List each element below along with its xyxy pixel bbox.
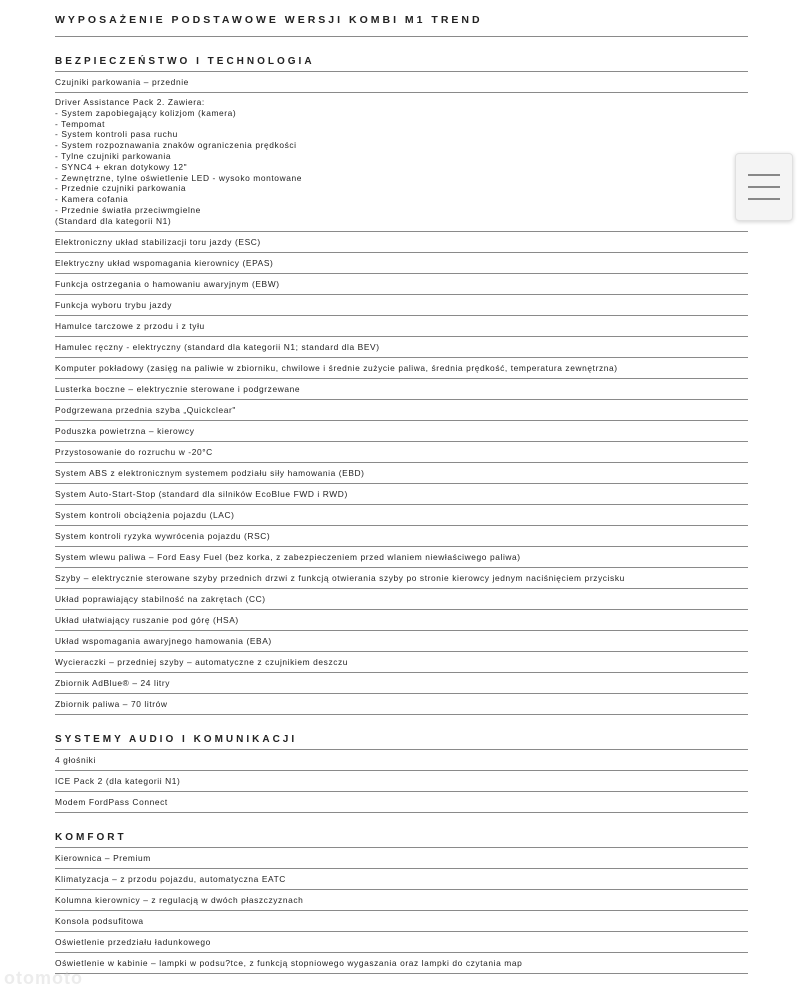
list-item: Zbiornik paliwa – 70 litrów — [55, 694, 748, 715]
pack-line: - Kamera cofania — [55, 194, 129, 205]
list-item: Oświetlenie w kabinie – lampki w podsu?tce, z funkcją stopniowego wygaszania oraz lampki do czytania map — [55, 953, 748, 974]
hamburger-menu-icon — [748, 174, 780, 176]
list-item: Układ poprawiający stabilność na zakrętach (CC) — [55, 589, 748, 610]
list-item: Układ ułatwiający ruszanie pod górę (HSA) — [55, 610, 748, 631]
pack-line: - Przednie czujniki parkowania — [55, 183, 187, 194]
list-item: Zbiornik AdBlue® – 24 litry — [55, 673, 748, 694]
section-title-audio: SYSTEMY AUDIO I KOMUNIKACJI — [55, 715, 748, 750]
list-item: Poduszka powietrzna – kierowcy — [55, 421, 748, 442]
list-item: Szyby – elektrycznie sterowane szyby przednich drzwi z funkcją otwierania szyby po stronie kierowcy jednym naciśnięciem przycisku — [55, 568, 748, 589]
list-item: System kontroli obciążenia pojazdu (LAC) — [55, 505, 748, 526]
list-item: Komputer pokładowy (zasięg na paliwie w zbiorniku, chwilowe i średnie zużycie paliwa, średnia prędkość, temperatura zewnętrzna) — [55, 358, 748, 379]
pack-line: - System rozpoznawania znaków ograniczenia prędkości — [55, 140, 297, 151]
document-title: WYPOSAŻENIE PODSTAWOWE WERSJI KOMBI M1 TREND — [55, 0, 748, 37]
list-item: System kontroli ryzyka wywrócenia pojazdu (RSC) — [55, 526, 748, 547]
list-item: Hamulce tarczowe z przodu i z tyłu — [55, 316, 748, 337]
pack-line: - Przednie światła przeciwmgielne — [55, 204, 201, 215]
list-item: Lusterka boczne – elektrycznie sterowane i podgrzewane — [55, 379, 748, 400]
pack-line: - Tylne czujniki parkowania — [55, 150, 172, 161]
list-item: Elektryczny układ wspomagania kierownicy (EPAS) — [55, 253, 748, 274]
hamburger-menu-button[interactable] — [735, 153, 793, 221]
list-item: ICE Pack 2 (dla kategorii N1) — [55, 771, 748, 792]
watermark: otomoto — [4, 968, 83, 988]
equipment-document — [55, 0, 748, 974]
list-item: Oświetlenie przedziału ładunkowego — [55, 932, 748, 953]
list-item: Konsola podsufitowa — [55, 911, 748, 932]
hamburger-menu-icon — [748, 198, 780, 200]
list-item: Funkcja wyboru trybu jazdy — [55, 295, 748, 316]
pack-line: - System kontroli pasa ruchu — [55, 129, 178, 140]
list-item: System Auto-Start-Stop (standard dla silników EcoBlue FWD i RWD) — [55, 484, 748, 505]
list-item: Elektroniczny układ stabilizacji toru jazdy (ESC) — [55, 232, 748, 253]
list-item: Przystosowanie do rozruchu w -20°C — [55, 442, 748, 463]
list-item: Klimatyzacja – z przodu pojazdu, automatyczna EATC — [55, 869, 748, 890]
pack-line: - SYNC4 + ekran dotykowy 12" — [55, 161, 188, 172]
pack-line: - Zewnętrzne, tylne oświetlenie LED - wysoko montowane — [55, 172, 302, 183]
list-item: Czujniki parkowania – przednie — [55, 72, 748, 93]
list-item: Kierownica – Premium — [55, 848, 748, 869]
list-item: System ABS z elektronicznym systemem podziału siły hamowania (EBD) — [55, 463, 748, 484]
section-title-safety: BEZPIECZEŃSTWO I TECHNOLOGIA — [55, 37, 748, 72]
pack-line: - Tempomat — [55, 118, 106, 129]
list-item: Układ wspomagania awaryjnego hamowania (EBA) — [55, 631, 748, 652]
list-item: Modem FordPass Connect — [55, 792, 748, 813]
driver-assistance-pack — [55, 93, 748, 232]
list-item: 4 głośniki — [55, 750, 748, 771]
section-title-comfort: KOMFORT — [55, 813, 748, 848]
list-item: Hamulec ręczny - elektryczny (standard dla kategorii N1; standard dla BEV) — [55, 337, 748, 358]
pack-line: (Standard dla kategorii N1) — [55, 215, 172, 226]
pack-line: Driver Assistance Pack 2. Zawiera: — [55, 97, 205, 107]
list-item: Podgrzewana przednia szyba „Quickclear" — [55, 400, 748, 421]
hamburger-menu-icon — [748, 186, 780, 188]
list-item: System wlewu paliwa – Ford Easy Fuel (bez korka, z zabezpieczeniem przed wlaniem niewłaściwego paliwa) — [55, 547, 748, 568]
list-item: Funkcja ostrzegania o hamowaniu awaryjnym (EBW) — [55, 274, 748, 295]
list-item: Kolumna kierownicy – z regulacją w dwóch płaszczyznach — [55, 890, 748, 911]
list-item: Wycieraczki – przedniej szyby – automatyczne z czujnikiem deszczu — [55, 652, 748, 673]
pack-line: - System zapobiegający kolizjom (kamera) — [55, 107, 237, 118]
